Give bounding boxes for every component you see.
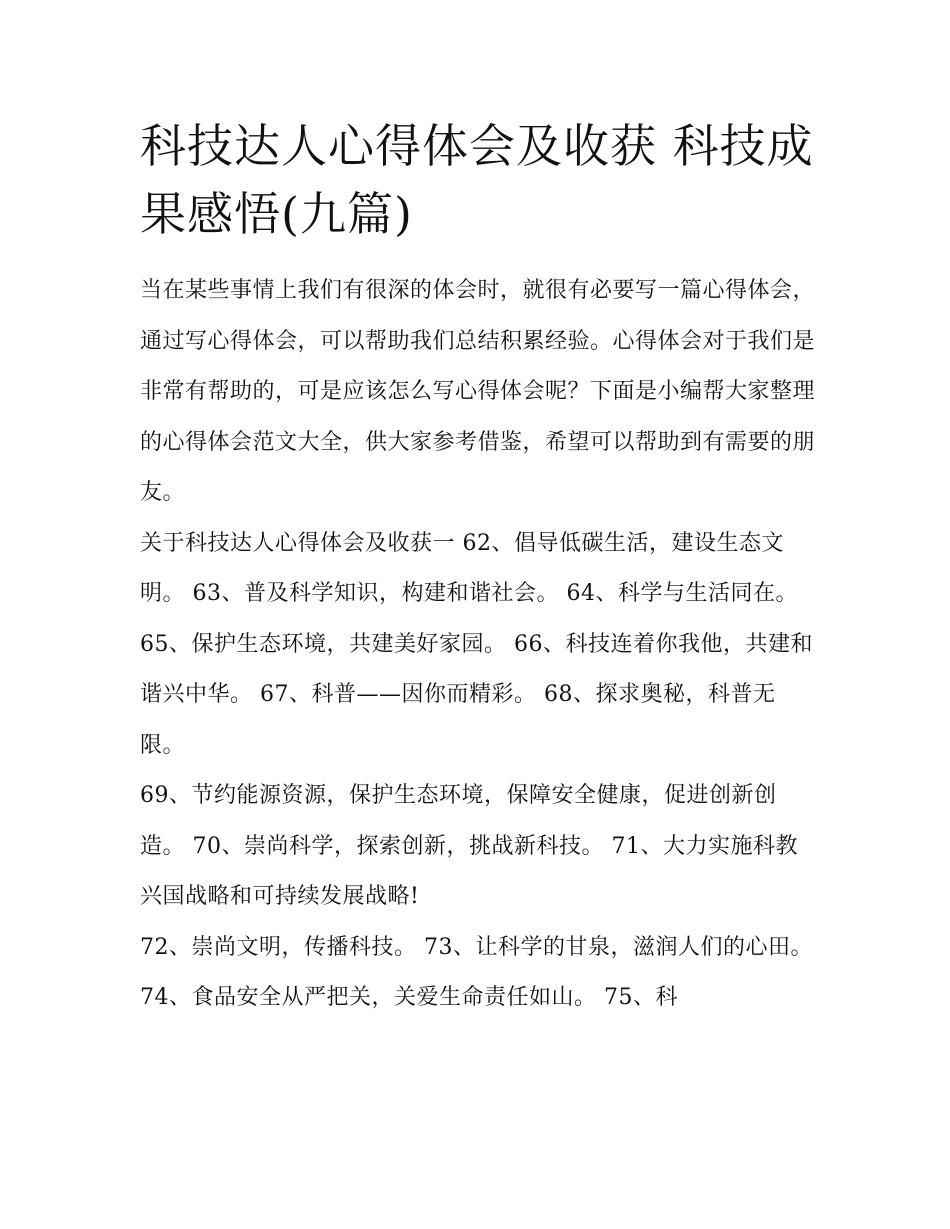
body-paragraph: 65、保护生态环境，共建美好家园。 66、科技连着你我他，共建和谐兴中华。 67、科普——因你而精彩。 68、探求奥秘，科普无限。 — [140, 631, 813, 758]
document-content — [140, 112, 820, 1024]
document-title: 科技达人心得体会及收获 科技成果感悟(九篇) — [140, 119, 814, 241]
body-paragraph: 72、崇尚文明，传播科技。 73、让科学的甘泉，滋润人们的心田。 74、食品安全从严把关，关爱生命责任如山。 75、科 — [140, 934, 813, 1010]
body-paragraph: 关于科技达人心得体会及收获一 62、倡导低碳生活，建设生态文明。 63、普及科学知识，构建和谐社会。 64、科学与生活同在。 — [140, 530, 798, 606]
body-paragraph: 69、节约能源资源，保护生态环境，保障安全健康，促进创新创造。 70、崇尚科学，探索创新，挑战新科技。 71、大力实施科教兴国战略和可持续发展战略! — [140, 783, 798, 909]
intro-paragraph: 当在某些事情上我们有很深的体会时，就很有必要写一篇心得体会，通过写心得体会，可以帮助我们总结积累经验。心得体会对于我们是非常有帮助的，可是应该怎么写心得体会呢？下面是小编帮大家整理的心得体会范文大全，供大家参考借鉴，希望可以帮助到有需要的朋友。 — [140, 278, 816, 505]
